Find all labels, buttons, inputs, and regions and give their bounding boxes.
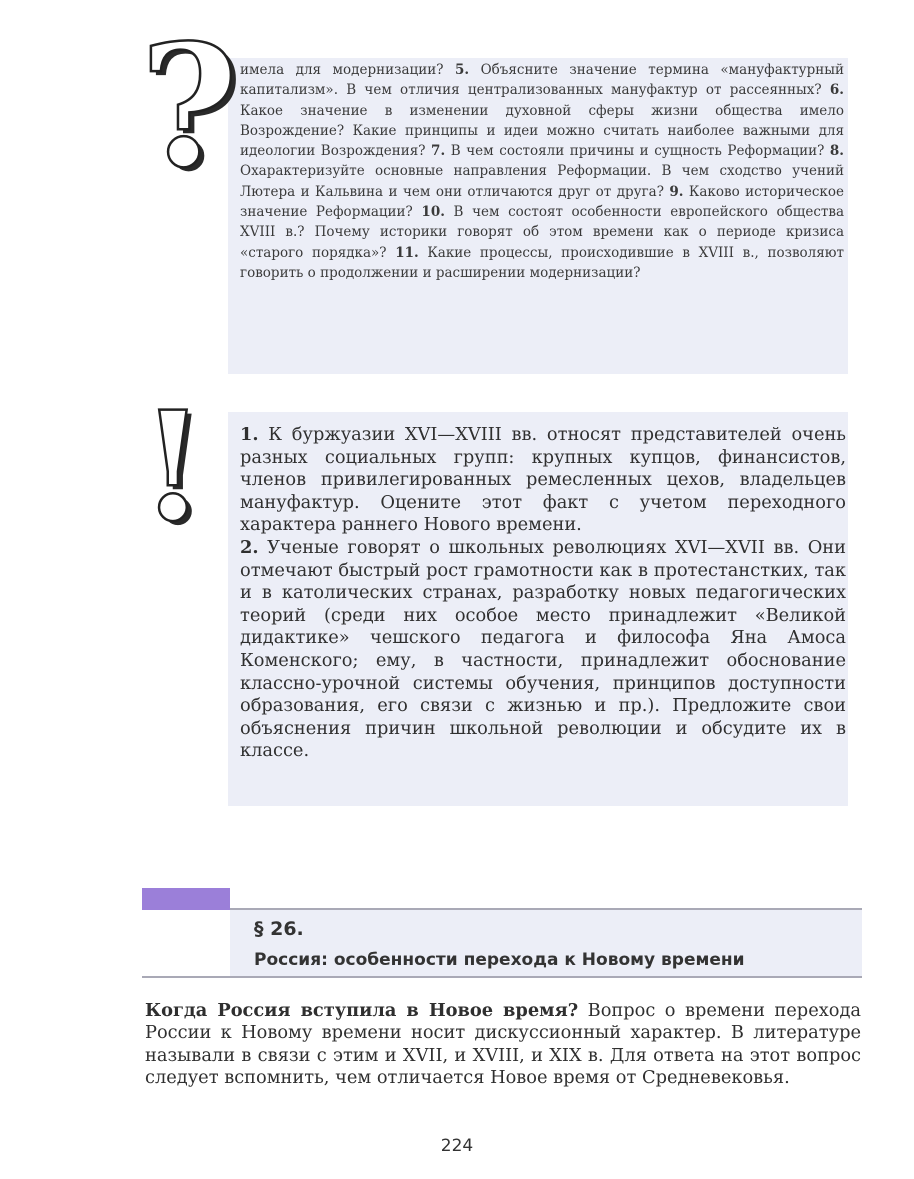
question-text: В чем состояли причины и сущность Реформации? [445,143,830,160]
task-number: 1. [240,424,259,445]
questions-text [240,60,844,283]
question-text: Объясните значение термина «мануфактурный капитализм». В чем отличия централизованных мануфактур от рассеянных? [240,62,844,99]
question-number: 5. [454,62,470,78]
question-number: 11. [395,244,419,261]
body-paragraph [145,1000,861,1090]
body-text: Вопрос о времени перехода России к Новому времени носит дискуссионный характер. В литературе называли в связи с этим и XVII, и XVIII, и XIX в. Для ответа на этот вопрос следует вспомнить, чем отличается Новое время от Средневековья. [145,1000,861,1089]
question-text: Охарактеризуйте основные направления Реформации. В чем сходство учений Лютера и Кальвина и чем они отличаются друг от друга? [240,163,844,200]
question-number: 8. [829,143,844,160]
question-number: 9. [669,183,684,200]
task-number: 2. [240,536,259,558]
body-lead: Когда Россия вступила в Новое время? [145,1000,579,1021]
question-number: 10. [421,204,445,221]
task-item [240,537,846,763]
exclamation-mark-icon: ! [140,379,206,555]
question-mark-icon: ? [140,7,239,205]
page-number: 224 [440,1136,474,1156]
section-top-rule [230,908,862,910]
question-text: Каково историческое значение Реформации? [240,183,844,221]
question-number: 6. [829,82,844,99]
task-text: Ученые говорят о школьных революциях XVI—XVII вв. Они отмечают быстрый рост грамотности как в протестанстких, так и в католических странах, разработку новых педагогических теорий (среди них особое место принадлежит «Великой дидактике» чешского педагога и философа Яна Амоса Коменского; ему, в частности, принадлежит обоснование классно-урочной системы обучения, принципов доступности образования, его связи с жизнью и пр.). Предложите свои объяснения причин школьной революции и обсудите их в классе. [240,536,846,762]
section-accent-bar [142,888,230,910]
section-bottom-rule [142,976,862,978]
task-item [240,424,846,537]
tasks-text [240,424,846,763]
question-text: Какое значение в изменении духовной сферы жизни общества имело Возрождение? Какие принципы и идеи можно считать наиболее важными для идеологии Возрождения? [240,102,844,160]
question-text: Какие процессы, происходившие в XVIII в., позволяют говорить о продолжении и расширении модернизации? [240,244,844,281]
section-number: § 26. [254,918,304,940]
task-text: К буржуазии XVI—XVIII вв. относят представителей очень разных социальных групп: крупных купцов, финансистов, членов привилегированных ремесленных цехов, владельцев мануфактур. Оцените этот факт с учетом переходного характера раннего Нового времени. [240,424,846,536]
section-title: Россия: особенности перехода к Новому времени [254,950,745,970]
question-text: В чем состоят особенности европейского общества XVIII в.? Почему историки говорят об этом времени как о периоде кризиса «старого порядка»? [240,204,844,261]
question-number: 7. [431,143,446,160]
question-text: имела для модернизации? [240,62,455,78]
